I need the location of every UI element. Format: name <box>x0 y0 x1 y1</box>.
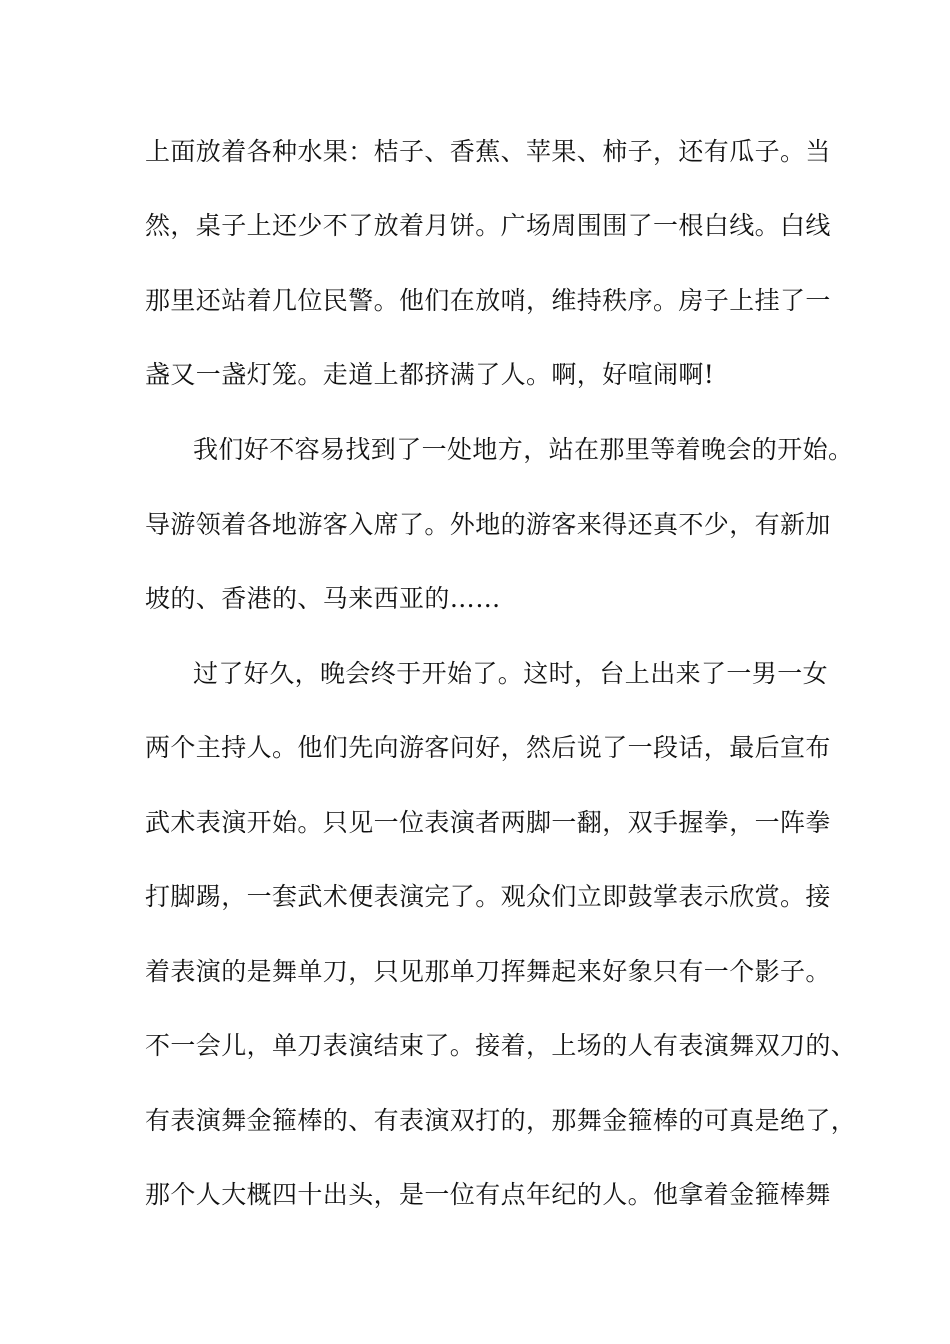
text-line: 打脚踢，一套武术便表演完了。观众们立即鼓掌表示欣赏。接 <box>145 882 831 911</box>
text-line: 有表演舞金箍棒的、有表演双打的，那舞金箍棒的可真是绝了， <box>145 1106 857 1135</box>
text-line: 那里还站着几位民警。他们在放哨，维持秩序。房子上挂了一 <box>145 286 831 315</box>
text-line: 两个主持人。他们先向游客问好，然后说了一段话，最后宣布 <box>145 733 831 762</box>
text-line: 那个人大概四十出头，是一位有点年纪的人。他拿着金箍棒舞 <box>145 1180 831 1209</box>
text-line-paragraph-start: 我们好不容易找到了一处地方，站在那里等着晚会的开始。 <box>193 435 854 464</box>
text-line: 坡的、香港的、马来西亚的…… <box>145 584 501 613</box>
text-line: 导游领着各地游客入席了。外地的游客来得还真不少，有新加 <box>145 510 831 539</box>
text-line: 盏又一盏灯笼。走道上都挤满了人。啊，好喧闹啊! <box>145 360 715 389</box>
text-line: 武术表演开始。只见一位表演者两脚一翻，双手握拳，一阵拳 <box>145 808 831 837</box>
text-line-paragraph-start: 过了好久，晚会终于开始了。这时，台上出来了一男一女 <box>193 659 829 688</box>
text-line: 上面放着各种水果：桔子、香蕉、苹果、柿子，还有瓜子。当 <box>145 137 831 166</box>
text-line: 不一会儿，单刀表演结束了。接着，上场的人有表演舞双刀的、 <box>145 1031 857 1060</box>
text-line: 然，桌子上还少不了放着月饼。广场周围围了一根白线。白线 <box>145 211 831 240</box>
text-line: 着表演的是舞单刀，只见那单刀挥舞起来好象只有一个影子。 <box>145 957 831 986</box>
